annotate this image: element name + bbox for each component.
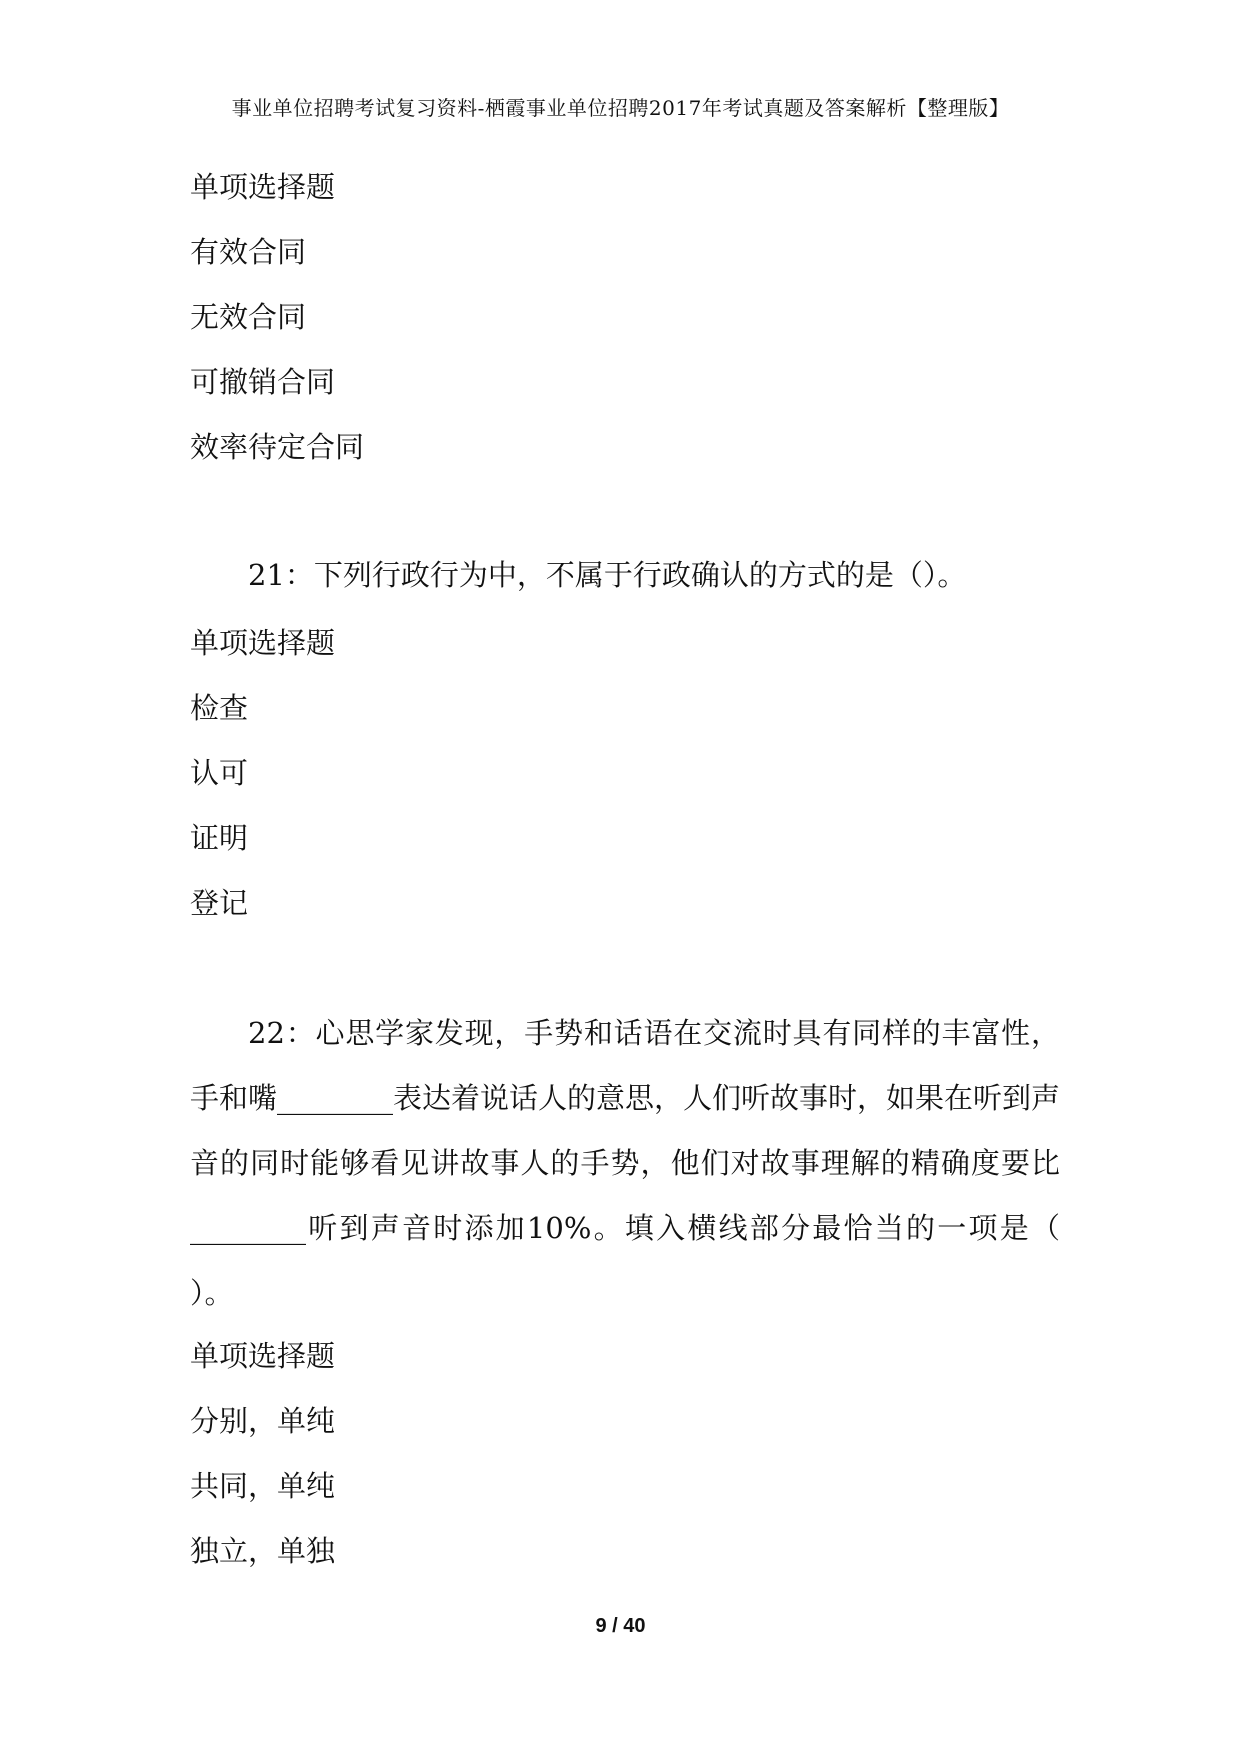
option-item: 可撤销合同 xyxy=(190,365,336,399)
option-item: 登记 xyxy=(190,886,249,920)
option-item: 效率待定合同 xyxy=(190,430,365,464)
question-stem: 22：心思学家发现，手势和话语在交流时具有同样的丰富性，手和嘴________表达着说话人的意思，人们听故事时，如果在听到声音的同时能够看见讲故事人的手势，他们对故事理解的精确度要比________听到声音时添加10%。填入横线部分最恰当的一项是（ ）。 xyxy=(190,1016,1061,1310)
question-type-label: 单项选择题 xyxy=(190,1339,336,1373)
question-stem: 21：下列行政行为中，不属于行政确认的方式的是（）。 xyxy=(248,558,967,592)
option-item: 共同，单纯 xyxy=(190,1469,336,1503)
option-item: 认可 xyxy=(190,756,249,790)
page-header: 事业单位招聘考试复习资料-栖霞事业单位招聘2017年考试真题及答案解析【整理版】 xyxy=(231,96,1010,120)
option-item: 无效合同 xyxy=(190,300,307,334)
question-type-label: 单项选择题 xyxy=(190,626,336,660)
option-item: 分别，单纯 xyxy=(190,1404,336,1438)
page-number: 9 / 40 xyxy=(595,1615,646,1637)
option-item: 证明 xyxy=(190,821,249,855)
option-item: 有效合同 xyxy=(190,235,307,269)
option-item: 检查 xyxy=(190,691,249,725)
question-type-label: 单项选择题 xyxy=(190,170,336,204)
option-item: 独立，单独 xyxy=(190,1534,336,1568)
